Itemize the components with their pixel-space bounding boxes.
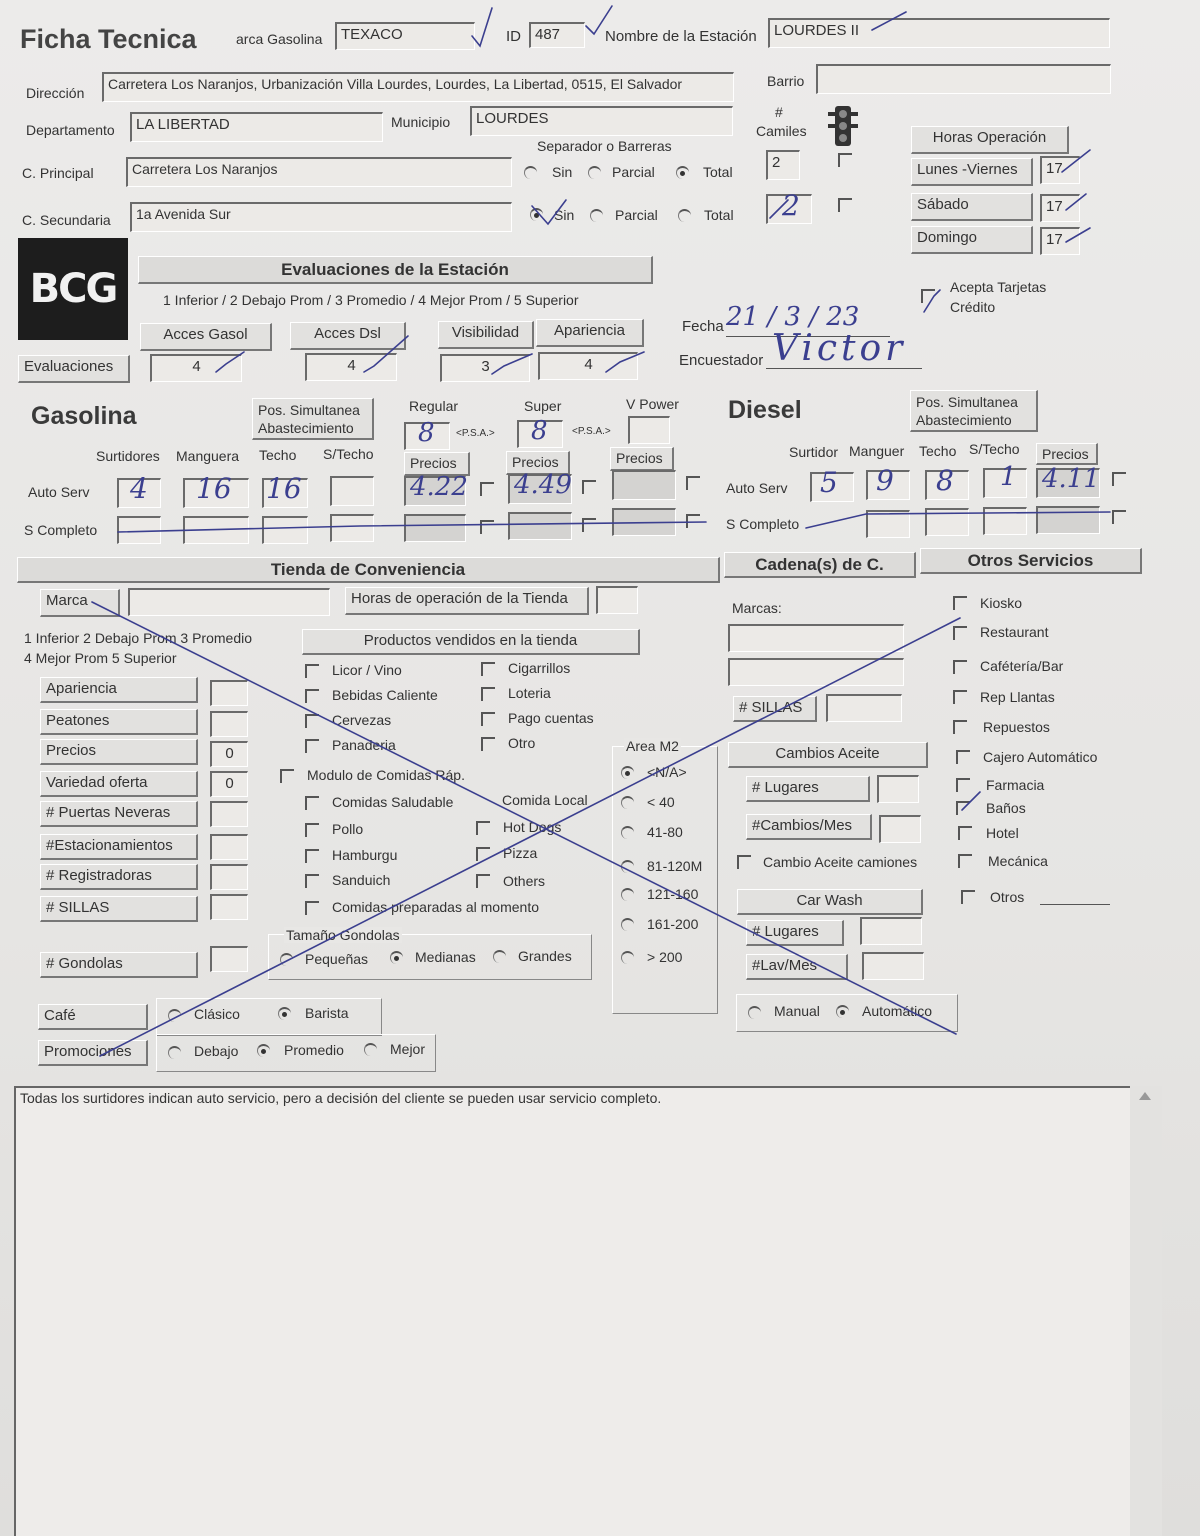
cross-line-1 [92,602,956,1034]
check-mark-horas-sab [1066,194,1086,210]
tamano-gondolas-label: Tamaño Gondolas [286,927,400,943]
area-option-label-6: > 200 [647,949,683,965]
encuestador-handwritten: Victor [772,328,907,369]
regular-psa-label: <P.S.A.> [456,428,495,439]
cadena-marcas-label: Marcas: [732,600,782,616]
acepta-tarjetas-label: Acepta Tarjetas [950,279,1047,295]
regular-pos-handwritten: 8 [418,418,435,448]
evaluaciones-side-label: Evaluaciones [18,355,130,383]
car-wash-title: Car Wash [737,889,923,915]
gasolina-pos-sim-line1: Pos. Simultanea [258,402,360,418]
tienda-variedad-field[interactable]: 0 [210,771,248,797]
sep2-sin-label: Sin [554,207,575,223]
horas-operacion-title: Horas Operación [911,126,1069,154]
carwash-lugares-label: # Lugares [746,920,844,946]
area-option-label-0: <N/A> [647,764,687,780]
manual-label: Manual [774,1003,820,1019]
otros-label-3: Rep Llantas [980,689,1055,705]
saludable-label: Comidas Saludable [332,794,454,810]
panaderia-label: Panaderia [332,737,396,753]
diesel-col-surtidor: Surtidor [789,444,839,460]
diesel-s-completo-label: S Completo [726,516,800,532]
regular-label: Regular [409,398,459,414]
area-option-label-5: 161-200 [647,916,699,932]
tienda-variedad-label: Variedad oferta [40,771,198,797]
otros-label-7: Baños [986,800,1026,816]
apariencia-eval-field[interactable]: 4 [538,352,638,380]
direccion-label: Dirección [26,85,85,101]
gasolina-pos-sim-line2: Abastecimiento [258,420,354,436]
diesel-pos-sim-line1: Pos. Simultanea [916,394,1018,410]
preparadas-label: Comidas preparadas al momento [332,899,539,915]
area-option-label-1: < 40 [647,794,675,810]
tienda-precios-field[interactable]: 0 [210,741,248,767]
acces-gasol-label: Acces Gasol [140,323,272,351]
super-pos-handwritten: 8 [531,416,548,446]
regular-precios-label: Precios [404,452,470,476]
diesel-surtidor-handwritten: 5 [820,466,838,499]
camiles-field-1[interactable]: 2 [766,150,800,180]
modulo-comidas-label: Modulo de Comidas Ráp. [307,767,465,783]
check-mark-horas-lv [1062,150,1090,172]
horas-lv-label: Lunes -Viernes [911,158,1033,186]
tienda-gondolas-label: # Gondolas [40,952,198,978]
tienda-horas-label: Horas de operación de la Tienda [345,587,589,615]
departamento-field[interactable]: LA LIBERTAD [130,112,383,142]
calle-principal-label: C. Principal [22,165,94,181]
check-mark-id [586,6,612,34]
evaluaciones-title: Evaluaciones de la Estación [138,256,653,284]
sep2-total-label: Total [704,207,734,223]
check-mark-horas-dom [1066,228,1090,242]
direccion-field[interactable]: Carretera Los Naranjos, Urbanización Villa Lourdes, Lourdes, La Libertad, 0515, El Salvador [102,72,734,102]
vpower-precios-label: Precios [610,447,674,471]
municipio-field[interactable]: LOURDES [470,106,733,136]
pequenas-label: Pequeñas [305,951,369,967]
hotdogs-label: Hot Dogs [503,819,562,835]
diesel-col-stecho: S/Techo [969,441,1020,457]
otros-label-4: Repuestos [983,719,1050,735]
tienda-estacionamientos-label: #Estacionamientos [40,834,198,860]
apariencia-eval-label: Apariencia [536,319,644,347]
area-option-label-4: 121-160 [647,886,699,902]
loteria-label: Loteria [508,685,551,701]
tienda-promociones-label: Promociones [38,1040,148,1066]
gasolina-title: Gasolina [31,402,137,430]
check-mark-banos [962,792,980,810]
camiles-label: Camiles [756,123,807,139]
super-psa-label: <P.S.A.> [572,426,611,437]
promo-debajo-label: Debajo [194,1043,239,1059]
marca-gasolina-field[interactable]: TEXACO [335,22,475,50]
gas-techo-handwritten: 16 [266,472,302,505]
horas-lv-field[interactable]: 17 [1040,156,1080,184]
cervezas-label: Cervezas [332,712,392,728]
camiones-label: Cambio Aceite camiones [763,854,918,870]
pollo-label: Pollo [332,821,364,837]
tienda-precios-label: Precios [40,739,198,765]
horas-dom-label: Domingo [911,226,1033,254]
gas-precio-super-handwritten: 4.49 [514,470,572,500]
otros-label-2: Cafétería/Bar [980,658,1064,674]
check-mark-tarjetas [924,290,940,312]
automatico-label: Automático [862,1003,933,1019]
medianas-label: Medianas [415,949,476,965]
cambios-mes-label: #Cambios/Mes [746,814,872,840]
tienda-sillas-label: # SILLAS [40,896,198,922]
tienda-apariencia-label: Apariencia [40,677,198,703]
sep2-parcial-label: Parcial [615,207,658,223]
super-precios-label: Precios [506,451,570,475]
check-mark-apar [606,352,644,372]
cross-line-2 [100,618,960,1056]
tienda-cafe-label: Café [38,1004,148,1030]
acces-gasol-field[interactable]: 4 [150,354,242,382]
gas-auto-serv-label: Auto Serv [28,484,90,500]
cadena-title: Cadena(s) de C. [724,552,916,578]
tienda-puertas-label: # Puertas Neveras [40,801,198,827]
calle-principal-field[interactable]: Carretera Los Naranjos [126,157,512,187]
calle-secundaria-field[interactable]: 1a Avenida Sur [130,202,512,232]
otro-label: Otro [508,735,536,751]
cadena-sillas-label: # SILLAS [733,696,817,722]
fecha-handwritten: 21 / 3 / 23 [726,302,860,332]
acces-dsl-field[interactable]: 4 [305,353,397,381]
licor-label: Licor / Vino [332,662,402,678]
area-option-label-2: 41-80 [647,824,683,840]
diesel-col-manguer: Manguer [849,443,905,459]
vpower-label: V Power [626,396,679,412]
pago-cuentas-label: Pago cuentas [508,710,594,726]
marca-gasolina-label: arca Gasolina [236,31,323,47]
col-stecho-label: S/Techo [323,446,374,462]
carwash-lav-mes-label: #Lav/Mes [746,954,848,980]
otros-label-6: Farmacia [986,777,1045,793]
id-label: ID [506,28,521,45]
municipio-label: Municipio [391,114,451,130]
visibilidad-field[interactable]: 3 [440,354,530,382]
check-mark-sep2 [532,200,566,224]
bcg-logo: BCG [18,238,128,340]
visibilidad-label: Visibilidad [438,321,534,349]
gas-s-completo-label: S Completo [24,522,98,538]
encuestador-label: Encuestador [679,352,764,369]
credito-label: Crédito [950,299,996,315]
tienda-marca-label: Marca [40,589,120,617]
camiles-label-hash: # [775,104,783,120]
otros-label-9: Mecánica [988,853,1048,869]
promo-mejor-label: Mejor [390,1041,426,1057]
check-mark-marca [472,8,492,46]
strike-gas-s-completo [118,522,706,532]
evaluaciones-scale: 1 Inferior / 2 Debajo Prom / 3 Promedio / 4 Mejor Prom / 5 Superior [163,292,579,308]
otros-label-0: Kiosko [980,595,1023,611]
notes-text: Todas los surtidores indican auto servicio, pero a decisión del cliente se pueden usar servicio completo. [20,1090,662,1106]
tienda-scale-line1: 1 Inferior 2 Debajo Prom 3 Promedio [24,630,252,646]
super-label: Super [524,398,562,414]
horas-dom-field[interactable]: 17 [1040,227,1080,255]
diesel-pos-sim-line2: Abastecimiento [916,412,1012,428]
cigarrillos-label: Cigarrillos [508,660,571,676]
grandes-label: Grandes [518,948,572,964]
diesel-precio-handwritten: 4.11 [1042,464,1100,494]
comida-local-label: Comida Local [502,792,588,808]
check-mark-dsl [364,336,408,372]
nombre-estacion-label: Nombre de la Estación [605,28,757,45]
acces-dsl-label: Acces Dsl [290,322,406,350]
diesel-techo-handwritten: 8 [936,464,954,497]
otros-label-5: Cajero Automático [983,749,1098,765]
cambios-lugares-label: # Lugares [746,776,870,802]
fecha-label: Fecha [682,318,724,335]
barista-label: Barista [305,1005,349,1021]
camiles-handwritten-2: 2 [782,189,800,222]
diesel-stecho-handwritten: 1 [1000,462,1017,492]
tienda-peatones-label: Peatones [40,709,198,735]
col-techo-label: Techo [259,447,297,463]
col-manguera-label: Manguera [176,448,240,464]
clasico-label: Clásico [194,1006,240,1022]
sep1-total-label: Total [703,164,733,180]
nombre-estacion-field[interactable]: LOURDES II [768,18,1110,48]
gas-precio-regular-handwritten: 4.22 [410,472,468,502]
otros-servicios-title: Otros Servicios [920,548,1142,574]
tienda-title: Tienda de Conveniencia [17,557,720,583]
id-field[interactable]: 487 [529,22,585,48]
diesel-title: Diesel [728,396,802,424]
sep1-sin-label: Sin [552,164,573,180]
diesel-auto-serv-label: Auto Serv [726,480,788,496]
otros-label-10: Otros [990,889,1025,905]
tienda-registradoras-label: # Registradoras [40,864,198,890]
area-m2-label: Area M2 [626,738,679,754]
diesel-col-techo: Techo [919,443,957,459]
sanduich-label: Sanduich [332,872,391,888]
departamento-label: Departamento [26,122,115,138]
sep1-parcial-label: Parcial [612,164,655,180]
check-mark-vis [492,354,532,374]
horas-sab-field[interactable]: 17 [1040,194,1080,222]
gas-surtidores-handwritten: 4 [130,472,148,505]
pen-mark-camiles2 [770,200,788,218]
check-mark-gasol [216,352,244,372]
otros-label-8: Hotel [986,825,1019,841]
form-title: Ficha Tecnica [20,24,197,54]
tienda-scale-line2: 4 Mejor Prom 5 Superior [24,650,177,666]
others-label: Others [503,873,546,889]
col-surtidores-label: Surtidores [96,448,160,464]
promo-promedio-label: Promedio [284,1042,344,1058]
diesel-precios-label: Precios [1036,443,1098,465]
check-mark-nombre [872,12,906,30]
calle-secundaria-label: C. Secundaria [22,212,111,228]
pizza-label: Pizza [503,845,538,861]
horas-sab-label: Sábado [911,193,1033,221]
diesel-manguer-handwritten: 9 [876,464,894,497]
bebidas-label: Bebidas Caliente [332,687,438,703]
gas-manguera-handwritten: 16 [196,472,232,505]
separador-label: Separador o Barreras [537,138,672,154]
barrio-label: Barrio [767,73,805,89]
productos-title: Productos vendidos en la tienda [302,629,640,655]
strike-diesel-s-completo [806,512,1110,528]
otros-label-1: Restaurant [980,624,1049,640]
cambios-aceite-title: Cambios Aceite [728,742,928,768]
area-option-label-3: 81-120M [647,858,703,874]
hamburgu-label: Hamburgu [332,847,398,863]
